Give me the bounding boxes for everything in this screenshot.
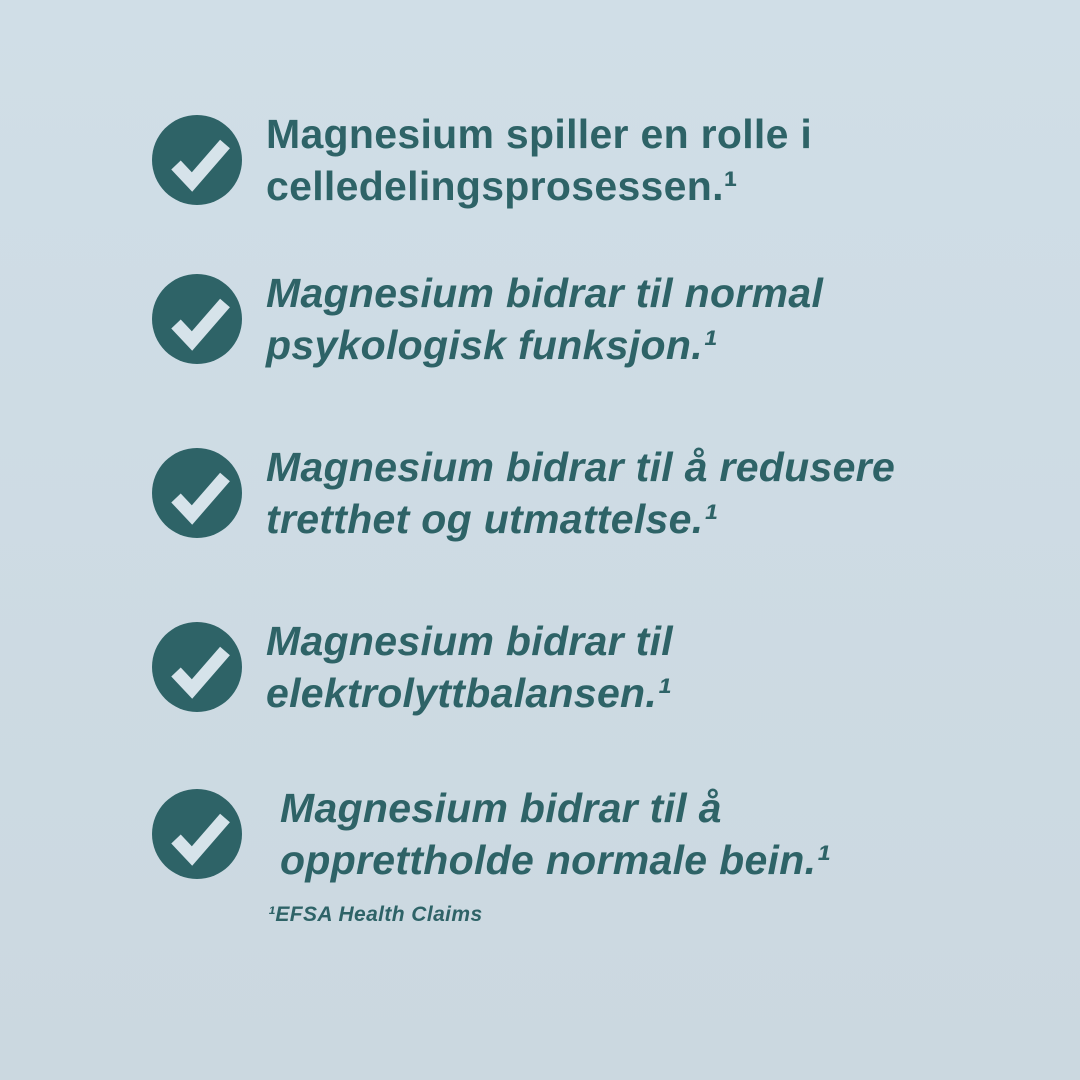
checkmark-icon (152, 274, 242, 364)
claim-line-2: elektrolyttbalansen.¹ (266, 670, 672, 716)
claim-line-2: psykologisk funksjon.¹ (266, 322, 717, 368)
checkmark-icon (152, 115, 242, 205)
claim-line-1: Magnesium bidrar til normal (266, 270, 824, 316)
claim-text (266, 108, 812, 212)
checkmark-icon (152, 789, 242, 879)
claim-item-5 (152, 782, 830, 886)
claim-item-3 (152, 441, 895, 545)
claim-line-1: Magnesium bidrar til å redusere (266, 444, 896, 490)
claim-line-1: Magnesium spiller en rolle i (266, 111, 813, 157)
checkmark-icon (152, 448, 242, 538)
claim-text (266, 615, 673, 719)
claim-item-1 (152, 108, 812, 212)
claim-line-1: Magnesium bidrar til å (280, 785, 722, 831)
claim-line-2: tretthet og utmattelse.¹ (266, 496, 718, 542)
claim-item-2 (152, 267, 823, 371)
claim-text (266, 782, 830, 886)
footnote-source: ¹EFSA Health Claims (268, 903, 483, 926)
claim-line-2: celledelingsprosessen.¹ (266, 163, 738, 209)
claim-text (266, 267, 823, 371)
checkmark-icon (152, 622, 242, 712)
claim-text (266, 441, 895, 545)
claim-item-4 (152, 615, 673, 719)
claim-line-2: opprettholde normale bein.¹ (280, 837, 831, 883)
claim-line-1: Magnesium bidrar til (266, 618, 673, 664)
